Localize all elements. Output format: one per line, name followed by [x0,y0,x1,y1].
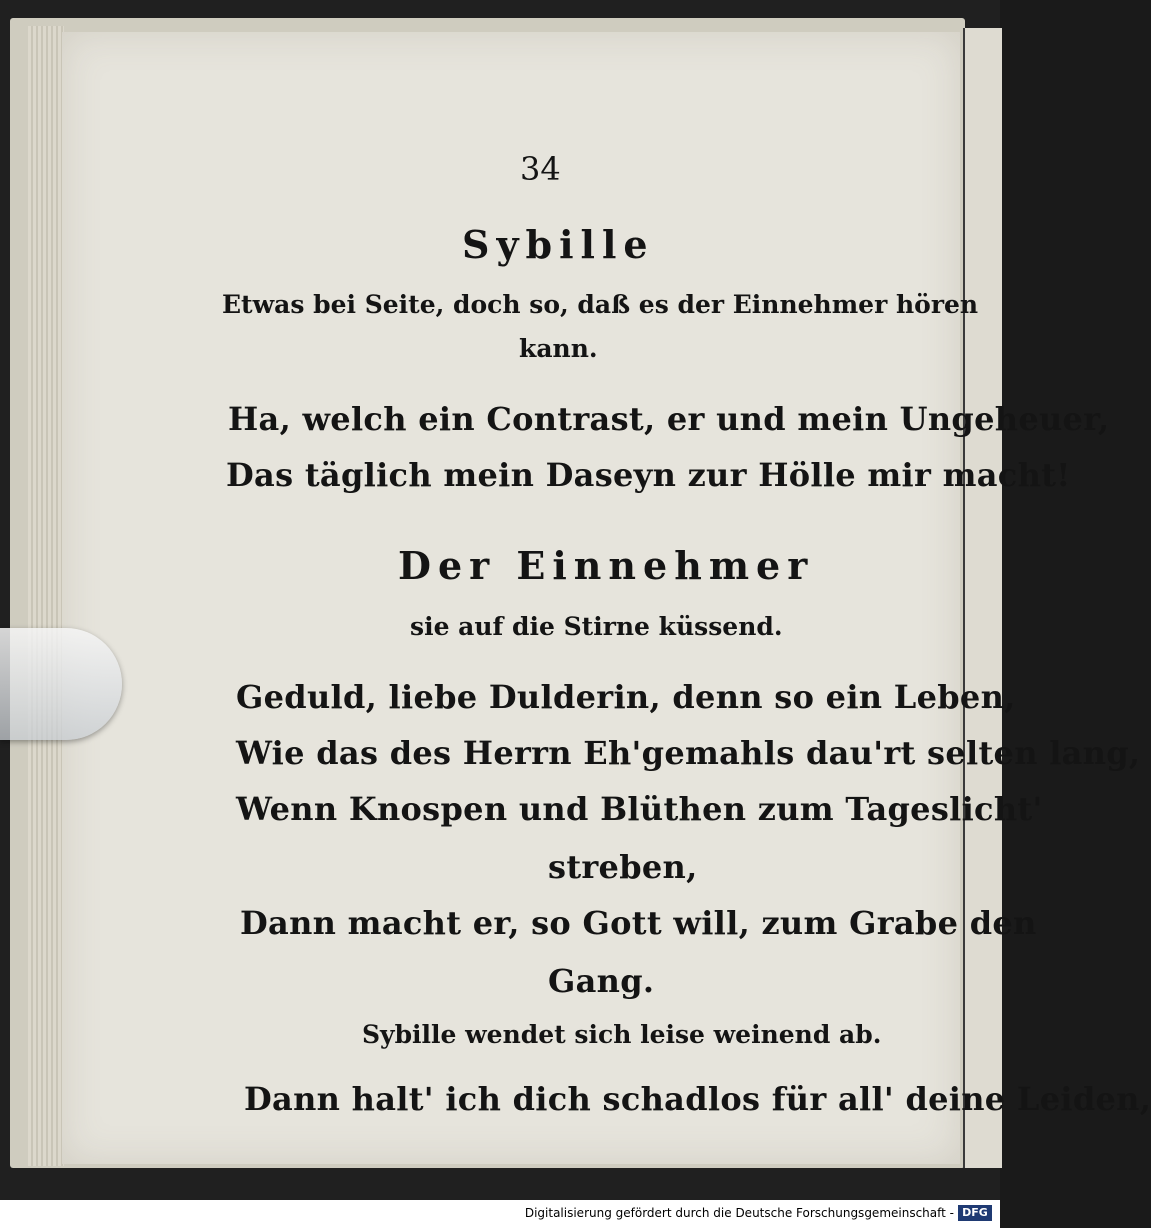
verse-line: Dann halt' ich dich schadlos für all' deine Leiden, [244,1080,1151,1118]
verse-line: Dann macht er, so Gott will, zum Grabe den [240,904,1037,942]
page-number: 34 [520,150,561,188]
footer-bar [0,1200,1000,1228]
stage-direction: Etwas bei Seite, doch so, daß es der Einnehmer hören [222,290,979,319]
speaker-sybille: Sybille [462,222,655,267]
verse-line: Gang. [548,962,655,1000]
verse-line: Wenn Knospen und Blüthen zum Tageslicht' [236,790,1043,828]
speaker-einnehmer: Der Einnehmer [398,543,815,588]
dfg-logo: DFG [958,1205,992,1221]
footer-credit: Digitalisierung gefördert durch die Deutsche Forschungsgemeinschaft - [524,1206,954,1220]
verse-line: Das täglich mein Daseyn zur Hölle mir macht! [226,456,1071,494]
verse-line: Ha, welch ein Contrast, er und mein Ungeheuer, [228,400,1110,438]
stage-direction: Sybille wendet sich leise weinend ab. [362,1020,882,1049]
verse-line: streben, [548,848,698,886]
verse-line: Geduld, liebe Dulderin, denn so ein Leben, [236,678,1016,716]
verse-line: Wie das des Herrn Eh'gemahls dau'rt selten lang, [236,734,1141,772]
stage-direction: sie auf die Stirne küssend. [410,612,783,641]
stage-direction: kann. [519,334,598,363]
